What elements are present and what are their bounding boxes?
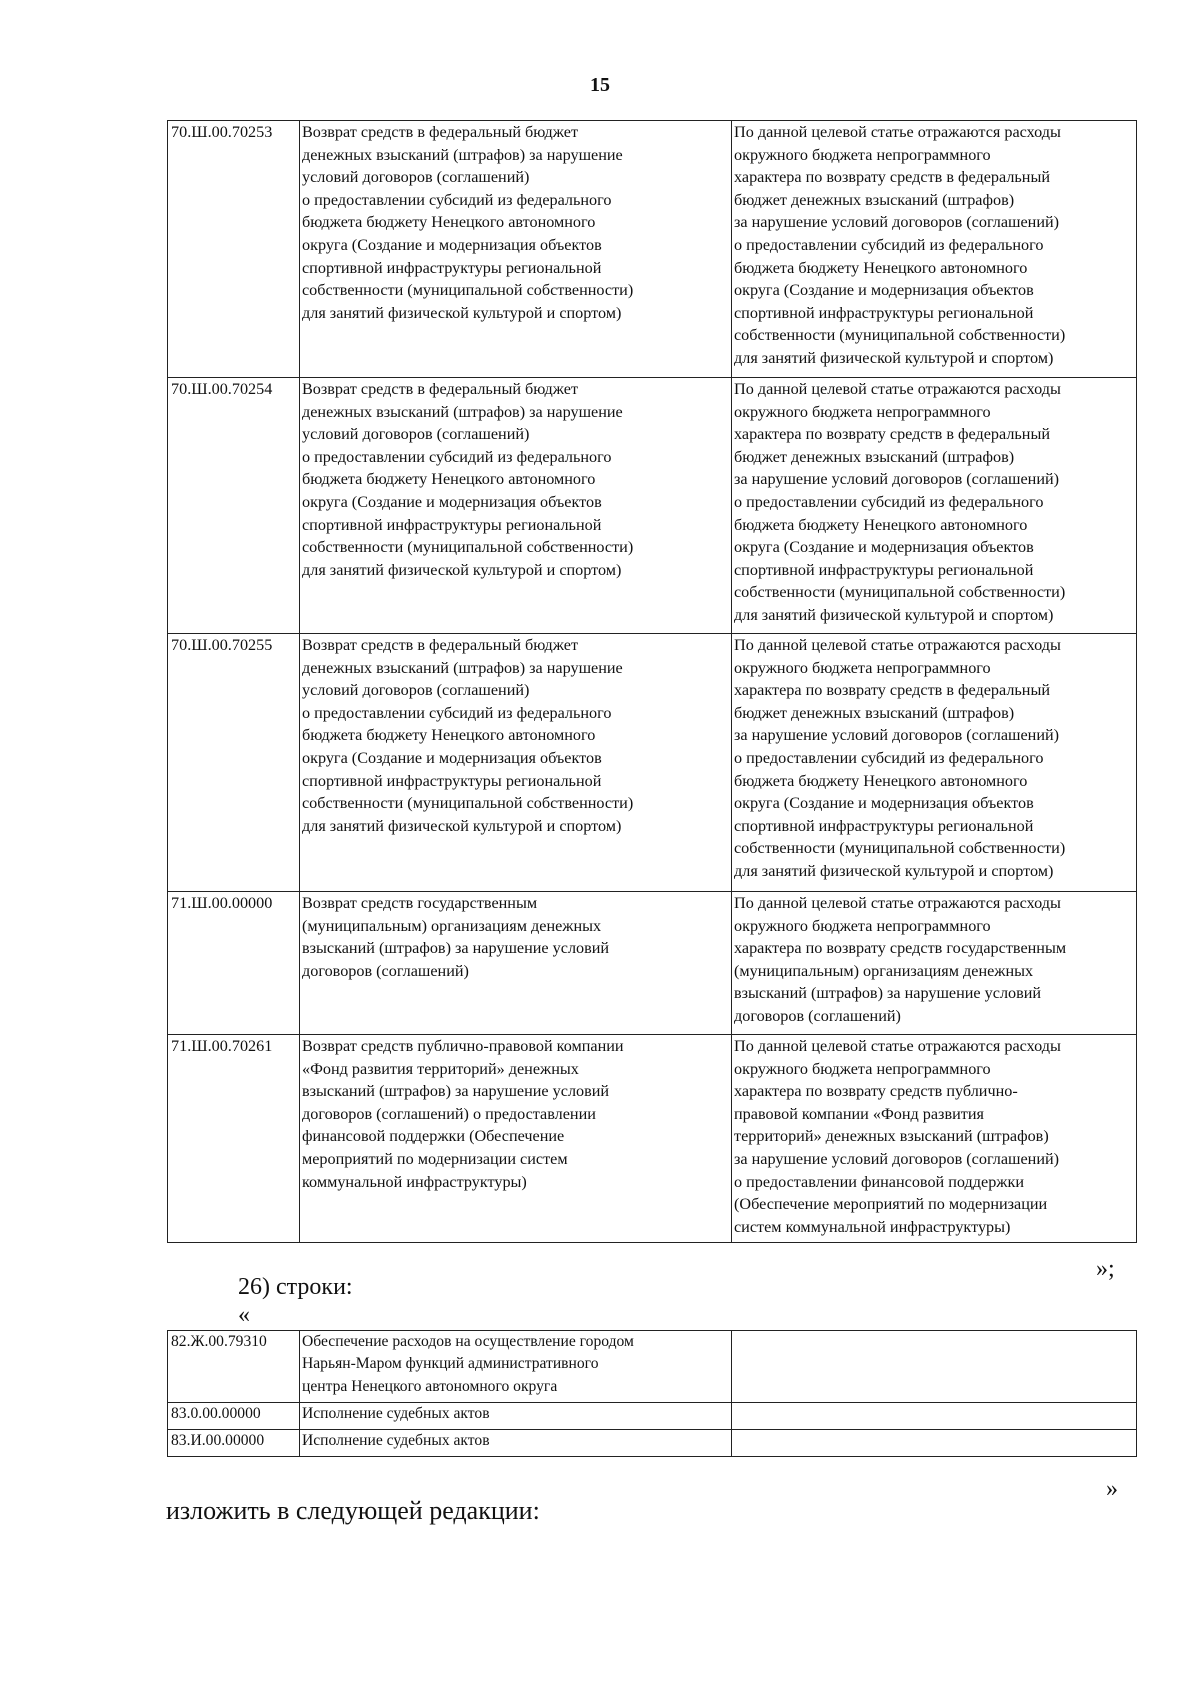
row-name: Возврат средств в федеральный бюджет денежных взысканий (штрафов) за нарушение условий договоров (соглашений) о предоставлении субсидий из федерального бюджета бюджету Ненецкого автономного округа (Создание и модернизация объектов спортивной инфраструктуры региональной собственности (муниципальной собственности) для занятий физической культурой и спортом) (300, 378, 732, 634)
table-row (168, 1403, 1137, 1430)
row-code: 82.Ж.00.79310 (168, 1331, 300, 1403)
row-code: 83.И.00.00000 (168, 1430, 300, 1457)
table-row (168, 892, 1137, 1035)
row-code: 71.Ш.00.00000 (168, 892, 300, 1035)
row-code: 83.0.00.00000 (168, 1403, 300, 1430)
closing-quote: » (1106, 1476, 1118, 1502)
row-description (732, 1331, 1137, 1403)
row-description: По данной целевой статье отражаются расходы окружного бюджета непрограммного характера по возврату средств в федеральный бюджет денежных взысканий (штрафов) за нарушение условий договоров (соглашений) о предоставлении субсидий из федерального бюджета бюджету Ненецкого автономного округа (Создание и модернизация объектов спортивной инфраструктуры региональной собственности (муниципальной собственности) для занятий физической культурой и спортом) (732, 634, 1137, 892)
table-row (168, 634, 1137, 892)
table-row (168, 1331, 1137, 1403)
row-code: 70.Ш.00.70254 (168, 378, 300, 634)
row-code: 71.Ш.00.70261 (168, 1035, 300, 1243)
row-code: 70.Ш.00.70255 (168, 634, 300, 892)
table-row (168, 378, 1137, 634)
table-row (168, 1430, 1137, 1457)
final-text: изложить в следующей редакции: (166, 1496, 540, 1525)
page-number: 15 (590, 74, 610, 96)
row-name: Исполнение судебных актов (300, 1430, 732, 1457)
row-name: Обеспечение расходов на осуществление городом Нарьян-Маром функций административного центра Ненецкого автономного округа (300, 1331, 732, 1403)
row-name: Возврат средств в федеральный бюджет денежных взысканий (штрафов) за нарушение условий договоров (соглашений) о предоставлении субсидий из федерального бюджета бюджету Ненецкого автономного округа (Создание и модернизация объектов спортивной инфраструктуры региональной собственности (муниципальной собственности) для занятий физической культурой и спортом) (300, 121, 732, 378)
list-heading: 26) строки: (238, 1274, 353, 1300)
row-name: Исполнение судебных актов (300, 1403, 732, 1430)
table-row (168, 1035, 1137, 1243)
row-description (732, 1430, 1137, 1457)
closing-quote: »; (1096, 1256, 1115, 1282)
second-table (167, 1330, 1137, 1457)
row-description: По данной целевой статье отражаются расходы окружного бюджета непрограммного характера по возврату средств государственным (муниципальным) организациям денежных взысканий (штрафов) за нарушение условий договоров (соглашений) (732, 892, 1137, 1035)
table-row (168, 121, 1137, 378)
row-description: По данной целевой статье отражаются расходы окружного бюджета непрограммного характера по возврату средств в федеральный бюджет денежных взысканий (штрафов) за нарушение условий договоров (соглашений) о предоставлении субсидий из федерального бюджета бюджету Ненецкого автономного округа (Создание и модернизация объектов спортивной инфраструктуры региональной собственности (муниципальной собственности) для занятий физической культурой и спортом) (732, 378, 1137, 634)
opening-quote: « (238, 1302, 250, 1328)
row-name: Возврат средств государственным (муниципальным) организациям денежных взысканий (штрафов) за нарушение условий договоров (соглашений) (300, 892, 732, 1035)
row-name: Возврат средств в федеральный бюджет денежных взысканий (штрафов) за нарушение условий договоров (соглашений) о предоставлении субсидий из федерального бюджета бюджету Ненецкого автономного округа (Создание и модернизация объектов спортивной инфраструктуры региональной собственности (муниципальной собственности) для занятий физической культурой и спортом) (300, 634, 732, 892)
row-name: Возврат средств публично-правовой компании «Фонд развития территорий» денежных взысканий (штрафов) за нарушение условий договоров (соглашений) о предоставлении финансовой поддержки (Обеспечение мероприятий по модернизации систем коммунальной инфраструктуры) (300, 1035, 732, 1243)
row-description (732, 1403, 1137, 1430)
row-code: 70.Ш.00.70253 (168, 121, 300, 378)
row-description: По данной целевой статье отражаются расходы окружного бюджета непрограммного характера по возврату средств в федеральный бюджет денежных взысканий (штрафов) за нарушение условий договоров (соглашений) о предоставлении субсидий из федерального бюджета бюджету Ненецкого автономного округа (Создание и модернизация объектов спортивной инфраструктуры региональной собственности (муниципальной собственности) для занятий физической культурой и спортом) (732, 121, 1137, 378)
main-table (167, 120, 1137, 1243)
row-description: По данной целевой статье отражаются расходы окружного бюджета непрограммного характера по возврату средств публично- правовой компании «Фонд развития территорий» денежных взысканий (штрафов) за нарушение условий договоров (соглашений) о предоставлении финансовой поддержки (Обеспечение мероприятий по модернизации систем коммунальной инфраструктуры) (732, 1035, 1137, 1243)
